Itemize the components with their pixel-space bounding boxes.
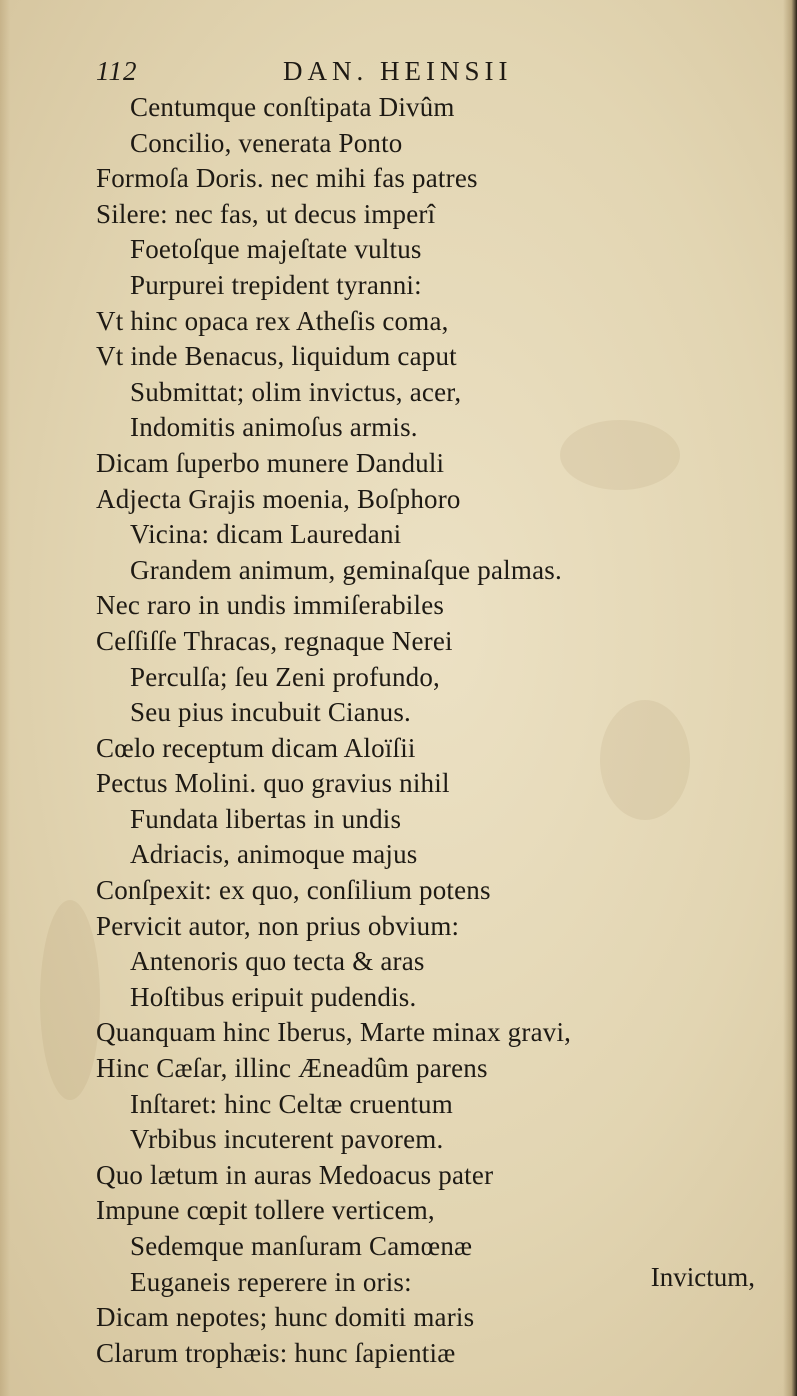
verse-line: Quo lætum in auras Medoacus pater xyxy=(96,1159,494,1190)
catchword: Invictum, xyxy=(650,1262,755,1292)
verse-line: Concilio, venerata Ponto xyxy=(130,127,403,158)
verse-line: Seu pius incubuit Cianus. xyxy=(130,697,411,728)
verse-line: Cœlo receptum dicam Aloïſii xyxy=(96,732,416,763)
verse-line: Vicina: dicam Lauredani xyxy=(130,519,402,550)
verse-line: Impune cœpit tollere verticem, xyxy=(96,1195,435,1226)
verse-line: Hoſtibus eripuit pudendis. xyxy=(130,981,417,1012)
verse-line: Nec raro in undis immiſerabiles xyxy=(96,590,445,621)
verse-line: Pectus Molini. quo gravius nihil xyxy=(96,768,450,799)
verse-line: Adriacis, animoque majus xyxy=(130,839,418,870)
verse-line: Indomitis animoſus armis. xyxy=(130,412,418,443)
verse-line: Centumque conſtipata Divûm xyxy=(130,92,455,122)
verse-line: Inſtaret: hinc Celtæ cruentum xyxy=(130,1088,453,1119)
verse-line: Purpurei trepident tyranni: xyxy=(130,269,422,300)
verse-line: Formoſa Doris. nec mihi fas patres xyxy=(96,163,478,194)
verse-line: Silere: nec fas, ut decus imperî xyxy=(96,198,436,229)
verse-line: Pervicit autor, non prius obvium: xyxy=(96,910,460,941)
verse-line: Ceſſiſſe Thracas, regnaque Nerei xyxy=(96,625,453,656)
verse-line: Euganeis reperere in oris: xyxy=(130,1266,412,1297)
verse-line: Clarum trophæis: hunc ſapientiæ xyxy=(96,1337,456,1368)
page-number: 112 xyxy=(96,56,138,86)
verse-line: Dicam nepotes; hunc domiti maris xyxy=(96,1302,475,1333)
verse-line: Foetoſque majeſtate vultus xyxy=(130,234,422,265)
verse-line: Conſpexit: ex quo, conſilium potens xyxy=(96,875,491,906)
verse-line: Vt hinc opaca rex Atheſis coma, xyxy=(96,305,449,336)
verse-line: Vrbibus incuterent pavorem. xyxy=(130,1124,444,1155)
verse-line: Perculſa; ſeu Zeni profundo, xyxy=(130,661,441,692)
verse-line: Quanquam hinc Iberus, Marte minax gravi, xyxy=(96,1017,572,1048)
verse-line: Sedemque manſuram Camœnæ xyxy=(130,1231,473,1261)
verse-line: Grandem animum, geminaſque palmas. xyxy=(130,554,562,585)
verse-line: Antenoris quo tecta & aras xyxy=(130,946,425,977)
verse-line: Fundata libertas in undis xyxy=(130,803,402,834)
verse-line: Submittat; olim invictus, acer, xyxy=(130,376,462,407)
poem-text xyxy=(0,90,797,1371)
verse-line: Hinc Cæſar, illinc Æneadûm parens xyxy=(96,1053,488,1084)
verse-line: Vt inde Benacus, liquidum caput xyxy=(96,341,457,372)
running-head: DAN. HEINSII xyxy=(283,56,513,86)
verse-line: Adjecta Grajis moenia, Boſphoro xyxy=(96,483,461,514)
verse-line: Dicam ſuperbo munere Danduli xyxy=(96,447,445,478)
